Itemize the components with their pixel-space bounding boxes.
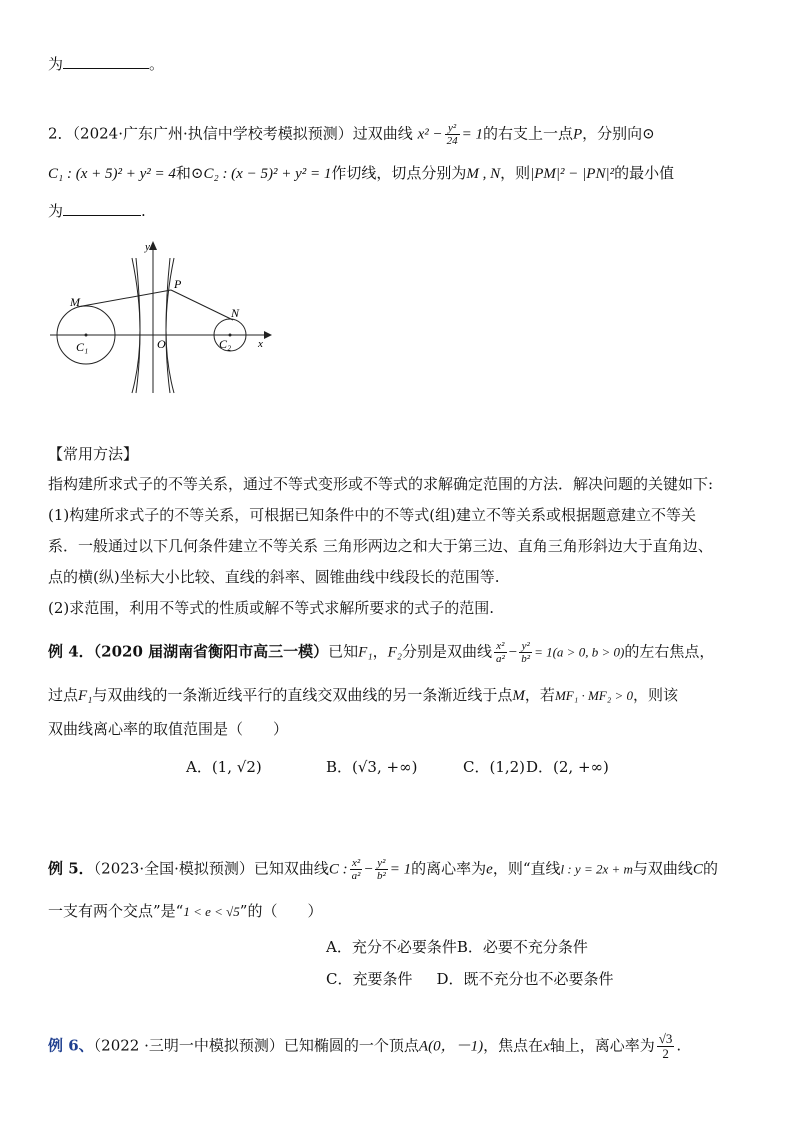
ex4-f2: F₂ (387, 644, 402, 661)
ex5-choice-d[interactable]: D．既不充分也不必要条件 (436, 970, 614, 988)
ex6-point-a: A(0，－1) (418, 1038, 484, 1055)
hyperbola-left-inner (132, 258, 140, 393)
q2-text7: 的最小值 (614, 164, 675, 182)
ex4-frac2-den: b² (521, 653, 531, 665)
ex6-frac-num: √3 (658, 1031, 673, 1046)
ex6-source: （2022 ·三明一中模拟预测） (93, 1036, 284, 1055)
ex5-t1: 已知双曲线 (253, 859, 329, 878)
q2-eq-lhs: x² − (417, 126, 443, 143)
ex5-c: C : (328, 861, 348, 878)
label-p: P (174, 277, 182, 291)
ex6-x: x (543, 1038, 550, 1055)
ex4-t3: 的左右焦点， (624, 642, 715, 661)
methods-heading: 【常用方法】 (48, 445, 139, 463)
ex5-label: 例 5． (48, 859, 94, 878)
q2-source: （2024·广东广州·执信中学校考模拟预测） (72, 124, 353, 143)
q2-frac-den: 24 (446, 135, 458, 147)
ex5-t4: 与双曲线 (632, 859, 693, 878)
ex5-t2: 的离心率为 (411, 859, 487, 878)
q2-line-2 (48, 162, 674, 185)
segment-pn (171, 290, 233, 320)
ex5-choices-row-2 (326, 968, 614, 990)
ex4-label: 例 4． (48, 642, 94, 661)
q2-text3: ，分别向⊙ (582, 124, 655, 143)
ex5-c2: C (692, 861, 703, 878)
ex5-frac2-den: b² (376, 870, 386, 882)
ex6-line-1 (48, 1032, 681, 1061)
q2-line-3 (48, 199, 146, 222)
q2-fraction (445, 122, 460, 147)
ex4-frac-2 (519, 640, 532, 665)
ex4-frac1-num: x² (494, 640, 507, 653)
q1-suffix: 。 (149, 55, 165, 73)
ex5-choices-row-1 (326, 936, 588, 958)
ex4-choice-d[interactable]: D．(2, +∞) (526, 758, 609, 776)
ex6-t1: 已知椭圆的一个顶点 (283, 1036, 419, 1055)
ex6-frac-den: 2 (662, 1046, 669, 1061)
q2-text2: 的右支上一点 (482, 124, 573, 143)
ex4-line2a: 过点 (48, 686, 79, 704)
q2-text5: 作切线，切点分别为 (331, 164, 467, 182)
ex4-frac2-num: y² (519, 640, 532, 653)
ex4-line2-f1: F₁ (78, 688, 93, 704)
label-n: N (231, 306, 240, 320)
ex4-line-3: 双曲线离心率的取值范围是（ ） (48, 720, 289, 738)
q2-point-p: P (572, 126, 583, 143)
ex5-line2a: 一支有两个交点”是“ (48, 902, 184, 920)
methods-paragraph-2b: 系．一般通过以下几何条件建立不等关系 三角形两边之和大于第三边、直角三角形斜边大于直角边、 (48, 537, 713, 555)
segment-pm (77, 290, 171, 307)
q2-mn: M , N (466, 166, 501, 182)
q2-number: 2． (48, 124, 73, 143)
q2-circle-c2: C₂ : (x − 5)² + y² = 1 (203, 166, 332, 182)
ex4-frac-1 (494, 640, 507, 665)
label-y: y (145, 241, 150, 253)
methods-paragraph-2c: 点的横(纵)坐标大小比较、直线的斜率、圆锥曲线中线段长的范围等. (48, 568, 500, 586)
ex5-source: （2023·全国·模拟预测） (93, 859, 254, 878)
ex4-t1: 已知 (328, 642, 359, 661)
ex4-t2: 分别是双曲线 (401, 642, 492, 661)
y-axis-arrow (149, 241, 157, 250)
ex5-t3: ，则“直线 (492, 859, 561, 878)
methods-paragraph-3: (2)求范围，利用不等式的性质或解不等式求解所要求的式子的范围. (48, 599, 495, 617)
ex5-frac1-num: x² (350, 857, 363, 870)
q2-line3-suffix: . (141, 202, 146, 220)
ex4-line-2 (48, 684, 678, 707)
answer-blank-2[interactable] (63, 199, 141, 216)
q2-eq-rhs: = 1 (461, 126, 483, 143)
ex4-choice-a[interactable]: A．(1, √2) (186, 758, 262, 776)
q2-text4: 和⊙ (175, 164, 204, 182)
ex6-fraction (657, 1032, 675, 1061)
ex6-t4: . (676, 1036, 682, 1055)
ex4-sep: ， (372, 642, 388, 661)
label-x: x (258, 338, 263, 350)
label-m: M (70, 295, 80, 309)
ex5-e: e (486, 861, 493, 878)
ex6-label: 例 6、 (48, 1036, 94, 1055)
ex4-minus: − (508, 644, 518, 661)
ex5-choice-b[interactable]: B．必要不充分条件 (456, 938, 588, 956)
ex4-f1: F₁ (358, 644, 373, 661)
q2-text1: 过双曲线 (352, 124, 413, 143)
hyperbola-right-inner (166, 258, 174, 393)
ex5-choice-a[interactable]: A．充分不必要条件 (326, 938, 457, 956)
methods-paragraph-2a: (1)构建所求式子的不等关系，可根据已知条件中的不等式(组)建立不等关系或根据题意建立不等关 (48, 506, 696, 524)
ex4-choice-c[interactable]: C．(1,2) (463, 758, 526, 776)
ex5-minus: − (364, 861, 373, 878)
ex5-choice-c[interactable]: C．充要条件 (326, 970, 413, 988)
ex5-line-1 (48, 857, 718, 882)
ex4-choice-b[interactable]: B．(√3, +∞) (326, 758, 418, 776)
ex5-frac-2 (375, 857, 388, 882)
q2-expression: |PM|² − |PN|² (530, 166, 615, 182)
label-c1: C₁ (76, 340, 89, 354)
ex5-line-2 (48, 900, 322, 923)
center-c1 (85, 334, 88, 337)
ex5-t5: 的 (702, 859, 718, 878)
label-c2: C₂ (219, 337, 232, 351)
q2-line-1 (48, 122, 655, 147)
ex5-frac-1 (350, 857, 363, 882)
hyperbola-figure (50, 238, 280, 398)
ex4-eq-tail: = 1(a > 0, b > 0) (534, 644, 625, 660)
methods-paragraph-1: 指构建所求式子的不等关系，通过不等式变形或不等式的求解确定范围的方法．解决问题的关键如下: (48, 475, 714, 493)
ex5-frac1-den: a² (351, 870, 361, 882)
ex5-condition: 1 < e < √5 (183, 904, 240, 919)
x-axis-arrow (264, 331, 272, 339)
ex4-line2-m: M (512, 688, 525, 704)
q2-line3-prefix: 为 (48, 202, 64, 220)
ex5-frac2-num: y² (375, 857, 388, 870)
answer-blank-1[interactable] (63, 52, 149, 69)
q2-frac-num: y² (445, 122, 460, 135)
q1-prefix: 为 (48, 55, 64, 73)
ex4-dot-product: MF₁ · MF₂ > 0 (554, 688, 634, 703)
ex4-line2b: 与双曲线的一条渐近线平行的直线交双曲线的另一条渐近线于点 (92, 686, 513, 704)
ex4-line-1 (48, 640, 714, 665)
ex4-line2d: ，则该 (633, 686, 679, 704)
q1-answer-line (48, 52, 164, 75)
ex4-line2c: ，若 (524, 686, 555, 704)
ex5-eq-tail: = 1 (389, 861, 412, 878)
ex6-t2: ，焦点在 (483, 1036, 544, 1055)
ex6-t3: 轴上，离心率为 (549, 1036, 655, 1055)
ex4-frac1-den: a² (495, 653, 505, 665)
ex5-line-l: l : y = 2x + m (560, 861, 633, 877)
q2-text6: ，则 (500, 164, 531, 182)
ex4-source: （2020 届湖南省衡阳市高三一模） (93, 642, 329, 661)
label-o: O (157, 337, 166, 351)
q2-circle-c1: C₁ : (x + 5)² + y² = 4 (48, 166, 176, 182)
ex5-line2b: ”的（ ） (239, 902, 323, 920)
